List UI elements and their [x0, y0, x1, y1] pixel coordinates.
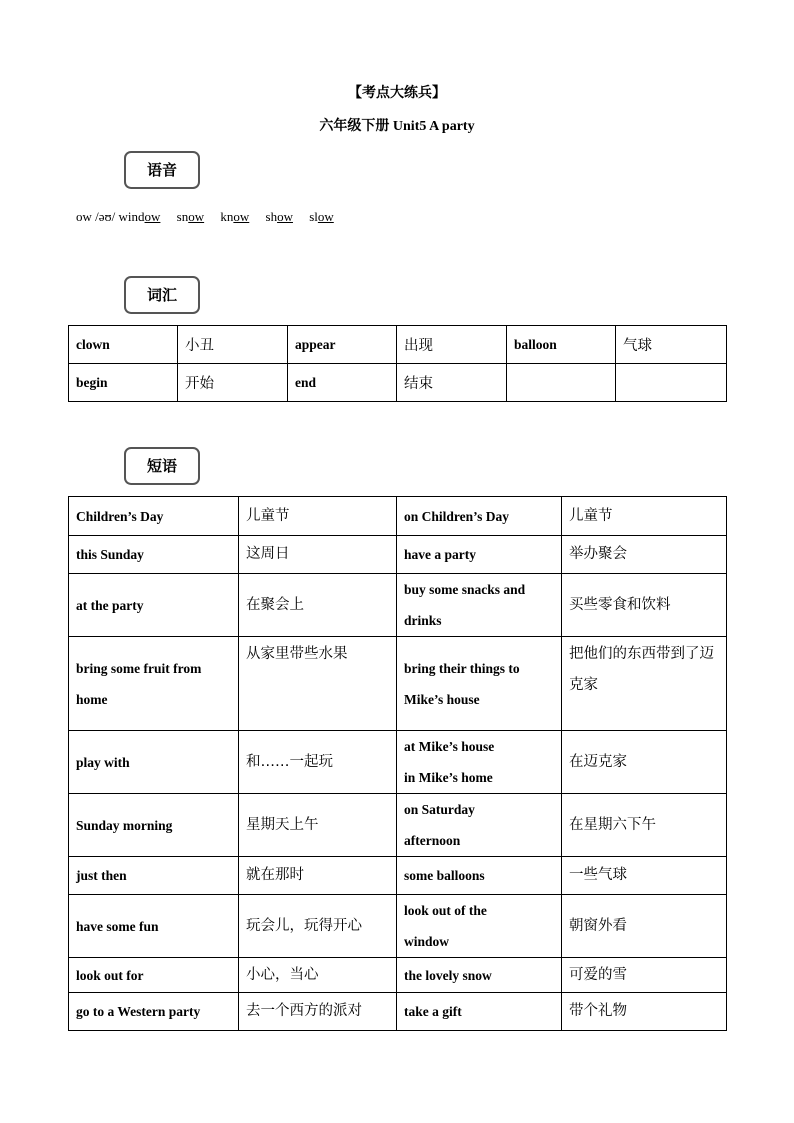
phrase-chinese: 儿童节: [562, 497, 727, 536]
phrase-chinese: 一些气球: [562, 857, 727, 895]
phrase-chinese: 和……一起玩: [239, 731, 397, 794]
phonics-sound: ow /əʊ/: [76, 209, 119, 224]
phrase-chinese: 玩会儿，玩得开心: [239, 895, 397, 958]
vocab-word: begin: [69, 364, 178, 402]
phrase-english: Sunday morning: [69, 794, 239, 857]
phrase-chinese: 小心，当心: [239, 958, 397, 993]
phrase-english: have some fun: [69, 895, 239, 958]
phrase-english: some balloons: [397, 857, 562, 895]
phrase-chinese: 去一个西方的派对: [239, 993, 397, 1031]
table-row: [69, 731, 727, 794]
phrase-chinese: 从家里带些水果: [239, 637, 397, 731]
section-phrases: 短语: [124, 447, 200, 485]
phrase-chinese: 在迈克家: [562, 731, 727, 794]
phonics-word: know: [220, 209, 250, 224]
phrase-english: buy some snacks and drinks: [397, 574, 562, 637]
vocab-word: end: [288, 364, 397, 402]
phrase-english: at the party: [69, 574, 239, 637]
phonics-line: [76, 209, 347, 225]
phonics-word: slow: [309, 209, 334, 224]
table-row: [69, 536, 727, 574]
phrase-english: bring their things to Mike’s house: [397, 637, 562, 731]
page-title: 【考点大练兵】: [348, 86, 446, 101]
phrase-chinese: 朝窗外看: [562, 895, 727, 958]
table-row: [69, 497, 727, 536]
vocab-meaning: 气球: [616, 326, 727, 364]
phrase-english: just then: [69, 857, 239, 895]
table-row: [69, 993, 727, 1031]
phrase-chinese: 在聚会上: [239, 574, 397, 637]
phrase-english: at Mike’s house in Mike’s home: [397, 731, 562, 794]
phrase-english: play with: [69, 731, 239, 794]
phonics-word: snow: [176, 209, 205, 224]
phonics-word: show: [265, 209, 293, 224]
phrase-chinese: 儿童节: [239, 497, 397, 536]
phrase-chinese: 可爱的雪: [562, 958, 727, 993]
phrase-chinese: 星期天上午: [239, 794, 397, 857]
phrase-chinese: 就在那时: [239, 857, 397, 895]
section-vocabulary: 词汇: [124, 276, 200, 314]
page-subtitle: 六年级下册 Unit5 A party: [319, 119, 475, 134]
phrase-english: on Saturday afternoon: [397, 794, 562, 857]
table-row: [69, 857, 727, 895]
phrase-english: on Children’s Day: [397, 497, 562, 536]
phonics-word: window: [118, 209, 161, 224]
phrase-english: bring some fruit from home: [69, 637, 239, 731]
phrase-chinese: 这周日: [239, 536, 397, 574]
table-row: [69, 958, 727, 993]
vocabulary-table: [68, 325, 727, 402]
vocab-meaning: 出现: [397, 326, 507, 364]
phrase-english: Children’s Day: [69, 497, 239, 536]
vocab-word: clown: [69, 326, 178, 364]
phrase-english: have a party: [397, 536, 562, 574]
vocab-meaning: 小丑: [178, 326, 288, 364]
phrase-chinese: 带个礼物: [562, 993, 727, 1031]
phrase-english: this Sunday: [69, 536, 239, 574]
table-row: [69, 794, 727, 857]
vocab-word: balloon: [507, 326, 616, 364]
phrase-chinese: 举办聚会: [562, 536, 727, 574]
table-row: [69, 326, 727, 364]
section-pronunciation: 语音: [124, 151, 200, 189]
phrase-english: the lovely snow: [397, 958, 562, 993]
phrase-english: go to a Western party: [69, 993, 239, 1031]
phrase-chinese: 把他们的东西带到了迈克家: [562, 637, 727, 731]
phrase-chinese: 在星期六下午: [562, 794, 727, 857]
phrases-table: [68, 496, 727, 1031]
table-row: [69, 895, 727, 958]
vocab-meaning: 结束: [397, 364, 507, 402]
phrase-chinese: 买些零食和饮料: [562, 574, 727, 637]
table-row: [69, 637, 727, 731]
vocab-meaning: [616, 364, 727, 402]
table-row: [69, 574, 727, 637]
vocab-meaning: 开始: [178, 364, 288, 402]
table-row: [69, 364, 727, 402]
phrase-english: look out of the window: [397, 895, 562, 958]
vocab-word: [507, 364, 616, 402]
phrase-english: take a gift: [397, 993, 562, 1031]
vocab-word: appear: [288, 326, 397, 364]
phrase-english: look out for: [69, 958, 239, 993]
